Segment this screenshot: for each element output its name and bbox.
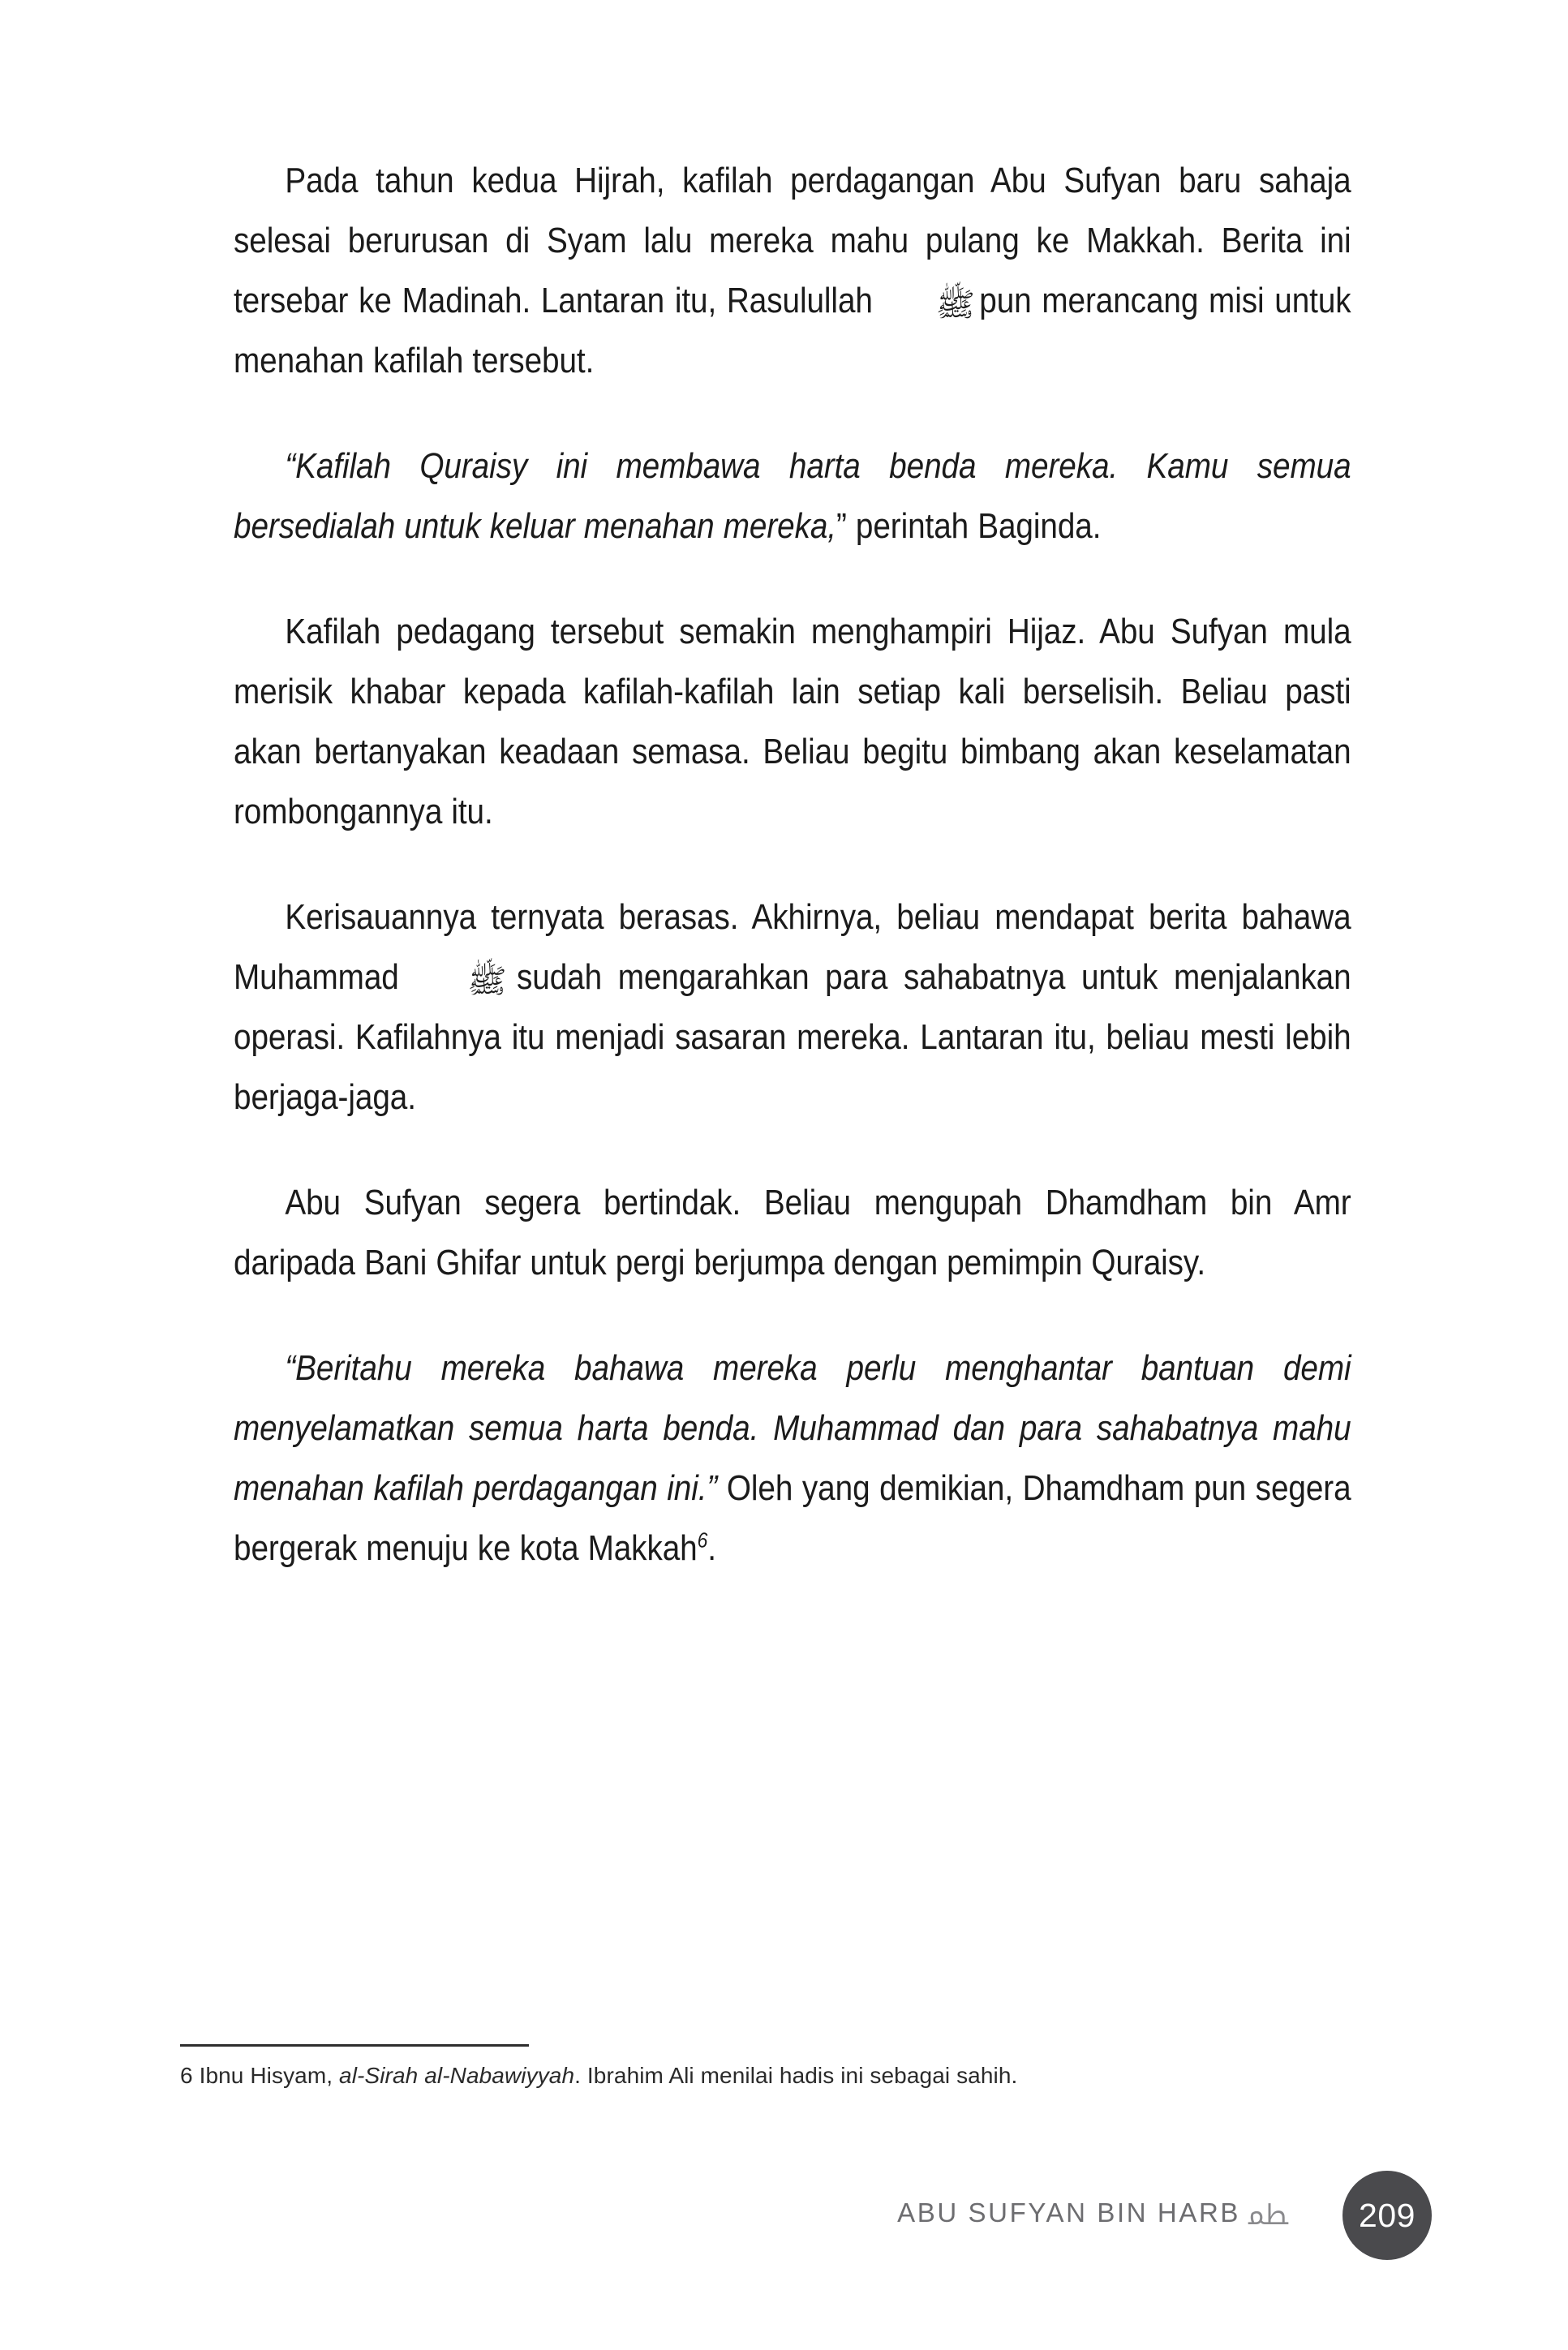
footnote-entry <box>180 2061 1356 2090</box>
text-run: Oleh yang demikian, Dhamdham pun segera bergerak menuju ke kota Makkah <box>234 1468 1351 1568</box>
paragraph-5 <box>234 1173 1351 1293</box>
quoted-speech: “Beritahu mereka bahawa mereka perlu menghantar bantuan demi menyelamatkan semua harta benda. Muhammad dan para sahabatnya mahu menahan kafilah perdagangan ini.” <box>234 1348 1351 1508</box>
paragraph-1 <box>234 151 1351 391</box>
radiyallahu-anhu-glyph: ﴺ <box>1248 2199 1288 2232</box>
footnote-separator-rule <box>180 2044 529 2047</box>
paragraph-2-quote <box>234 436 1351 556</box>
text-run: . <box>707 1528 716 1568</box>
text-run: pun merancang misi untuk menahan kafilah tersebut. <box>234 281 1351 380</box>
sallallahu-alayhi-wasallam-glyph: ﷺ <box>467 963 507 1000</box>
page-footer <box>0 2180 1568 2270</box>
running-title <box>897 2189 1288 2241</box>
page-number-badge <box>1342 2171 1432 2260</box>
footnote-block <box>180 2044 1356 2090</box>
quoted-speech: “Kafilah Quraisy ini membawa harta benda mereka. Kamu semua bersedialah untuk keluar menahan mereka, <box>234 446 1351 546</box>
paragraph-6-quote <box>234 1338 1351 1579</box>
footnote-reference[interactable]: 6 <box>697 1527 708 1553</box>
text-run: Kafilah pedagang tersebut semakin menghampiri Hijaz. Abu Sufyan mula merisik khabar kepada kafilah-kafilah lain setiap kali berselisih. Beliau pasti akan bertanyakan keadaan semasa. Beliau begitu bimbang akan keselamatan rombongannya itu. <box>234 612 1351 831</box>
text-run: Abu Sufyan segera bertindak. Beliau mengupah Dhamdham bin Amr daripada Bani Ghifar untuk pergi berjumpa dengan pemimpin Quraisy. <box>234 1183 1351 1282</box>
paragraph-4 <box>234 887 1351 1128</box>
footnote-before-title: Ibnu Hisyam, <box>192 2063 340 2088</box>
footnote-source-title: al-Sirah al-Nabawiyyah <box>339 2063 575 2088</box>
running-title-text: ABU SUFYAN BIN HARB <box>897 2197 1240 2228</box>
footnote-after-title: . Ibrahim Ali menilai hadis ini sebagai sahih. <box>574 2063 1018 2088</box>
body-text-column <box>234 151 1351 1579</box>
text-run: ” perintah Baginda. <box>836 506 1102 546</box>
sallallahu-alayhi-wasallam-glyph: ﷺ <box>935 286 975 324</box>
footnote-marker: 6 <box>180 2063 193 2088</box>
text-run: Pada tahun kedua Hijrah, kafilah perdagangan Abu Sufyan baru sahaja selesai berurusan di Syam lalu mereka mahu pulang ke Makkah. Berita ini tersebar ke Madinah. Lantaran itu, Rasulullah <box>234 161 1351 320</box>
text-run: sudah mengarahkan para sahabatnya untuk menjalankan operasi. Kafilahnya itu menjadi sasaran mereka. Lantaran itu, beliau mesti lebih berjaga-jaga. <box>234 957 1351 1117</box>
text-run: Kerisauannya ternyata berasas. Akhirnya, beliau mendapat berita bahawa Muhammad <box>234 897 1351 997</box>
paragraph-3 <box>234 602 1351 842</box>
page-number-text: 209 <box>1359 2196 1415 2234</box>
